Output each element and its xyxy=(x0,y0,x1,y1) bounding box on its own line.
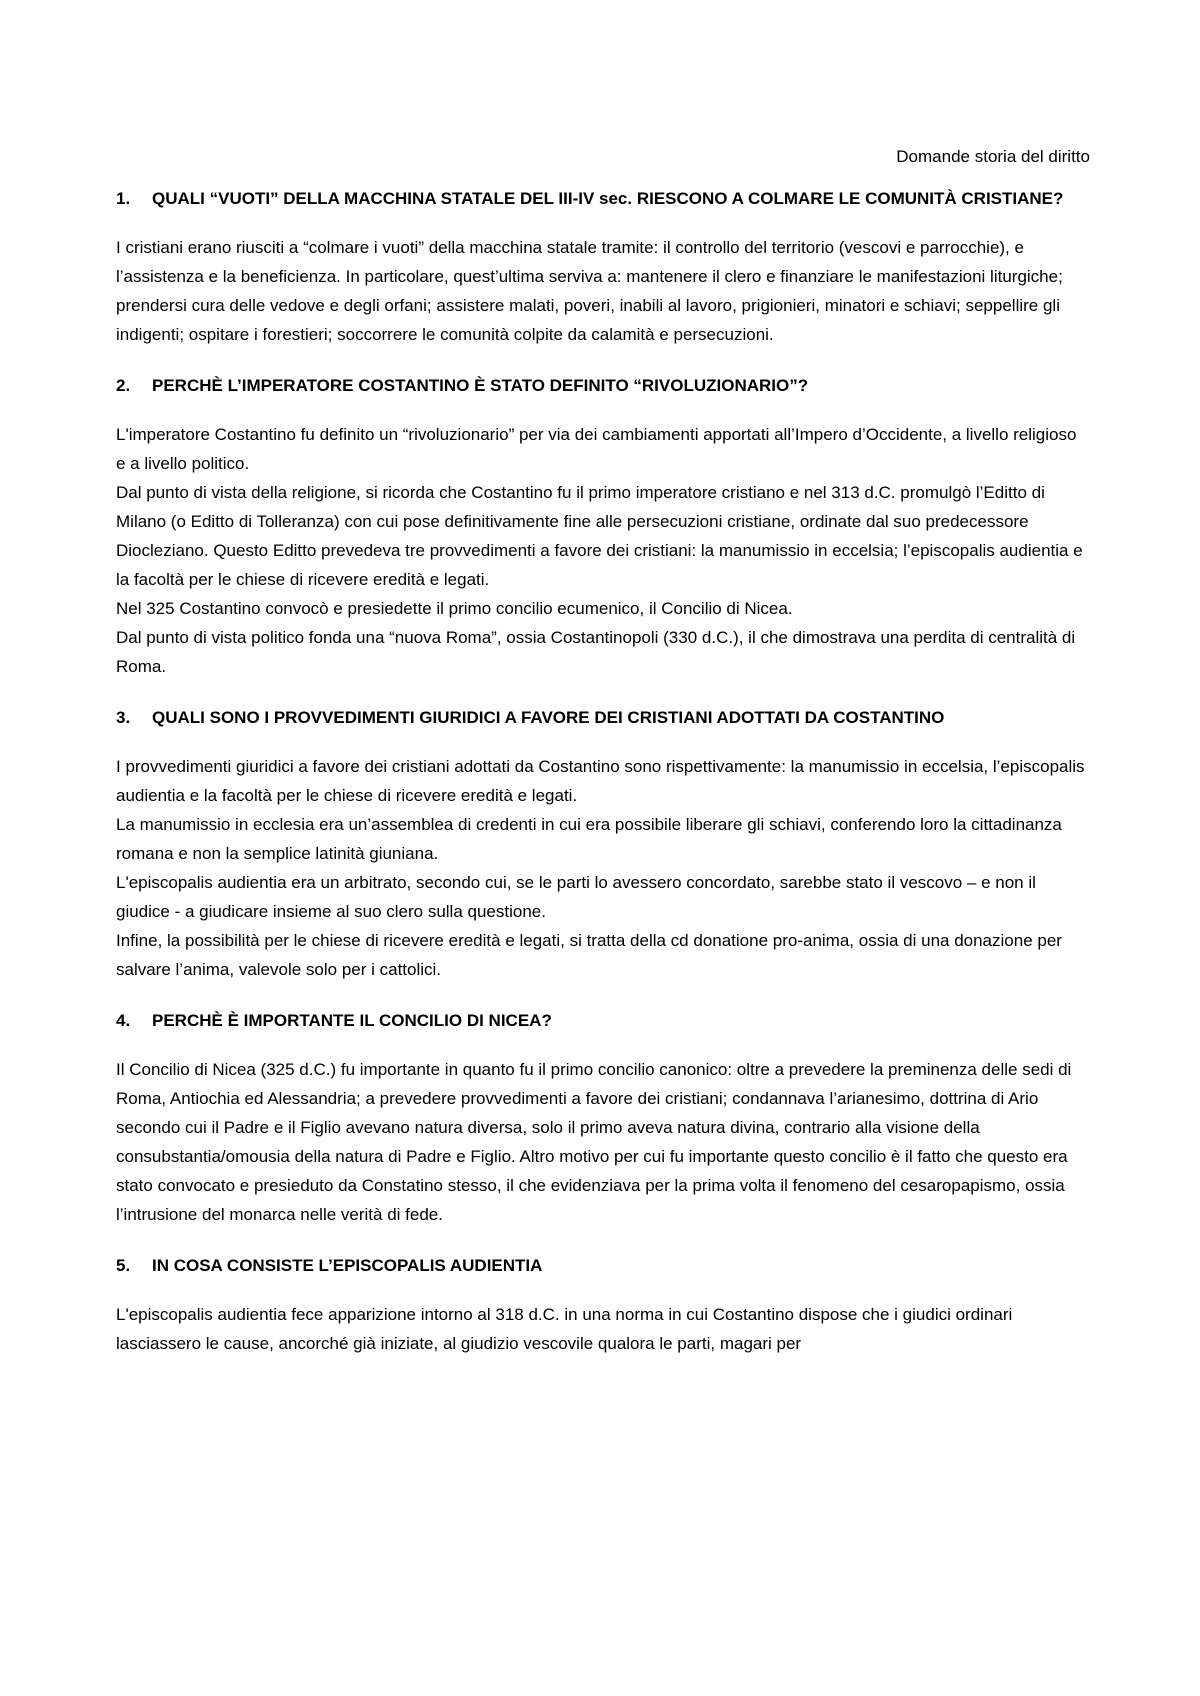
answer-paragraph: L'imperatore Costantino fu definito un “rivoluzionario” per via dei cambiamenti apportati all’Impero d’Occidente, a livello religioso e a livello politico. xyxy=(116,425,1077,473)
answer xyxy=(116,1300,1090,1358)
answer-paragraph: La manumissio in ecclesia era un’assemblea di credenti in cui era possibile liberare gli schiavi, conferendo loro la cittadinanza romana e non la semplice latinità giuniana. xyxy=(116,815,1062,863)
question-heading xyxy=(116,1251,1090,1280)
question-number: 1. xyxy=(116,189,131,208)
answer-paragraph: L'episcopalis audientia era un arbitrato, secondo cui, se le parti lo avessero concordato, sarebbe stato il vescovo – e non il giudice - a giudicare insieme al suo clero sulla questione. xyxy=(116,873,1036,921)
answer xyxy=(116,233,1090,349)
question-number: 5. xyxy=(116,1256,131,1275)
document-body xyxy=(116,184,1090,1358)
answer xyxy=(116,420,1090,681)
question-text: PERCHÈ È IMPORTANTE IL CONCILIO DI NICEA? xyxy=(152,1011,552,1030)
answer-paragraph: Infine, la possibilità per le chiese di ricevere eredità e legati, si tratta della cd donatione pro-anima, ossia di una donazione per salvare l’anima, valevole solo per i cattolici. xyxy=(116,931,1062,979)
question-text: PERCHÈ L’IMPERATORE COSTANTINO È STATO DEFINITO “RIVOLUZIONARIO”? xyxy=(152,376,809,395)
section-2 xyxy=(116,371,1090,681)
question-heading xyxy=(116,703,1090,732)
answer-paragraph: I provvedimenti giuridici a favore dei cristiani adottati da Costantino sono rispettivamente: la manumissio in eccelsia, l’episcopalis audientia e la facoltà per le chiese di ricevere eredità e legati. xyxy=(116,757,1085,805)
answer-paragraph: Dal punto di vista politico fonda una “nuova Roma”, ossia Costantinopoli (330 d.C.), il che dimostrava una perdita di centralità di Roma. xyxy=(116,628,1076,676)
question-heading xyxy=(116,1006,1090,1035)
answer-paragraph: I cristiani erano riusciti a “colmare i vuoti” della macchina statale tramite: il controllo del territorio (vescovi e parrocchie), e l’assistenza e la beneficienza. In particolare, quest’ultima serviva a: mantenere il clero e finanziare le manifestazioni liturgiche; prendersi cura delle vedove e degli orfani; assistere malati, poveri, inabili al lavoro, prigionieri, minatori e schiavi; seppellire gli indigenti; ospitare i forestieri; soccorrere le comunità colpite da calamità e persecuzioni. xyxy=(116,238,1063,344)
question-heading xyxy=(116,184,1090,213)
question-text: QUALI SONO I PROVVEDIMENTI GIURIDICI A FAVORE DEI CRISTIANI ADOTTATI DA COSTANTINO xyxy=(152,708,945,727)
section-4 xyxy=(116,1006,1090,1229)
document-title: Domande storia del diritto xyxy=(896,147,1090,166)
answer-paragraph: L'episcopalis audientia fece apparizione intorno al 318 d.C. in una norma in cui Costantino dispose che i giudici ordinari lasciassero le cause, ancorché già iniziate, al giudizio vescovile qualora le parti, magari per xyxy=(116,1305,1013,1353)
question-number: 2. xyxy=(116,376,131,395)
section-3 xyxy=(116,703,1090,984)
answer-paragraph: Il Concilio di Nicea (325 d.C.) fu importante in quanto fu il primo concilio canonico: oltre a prevedere la preminenza delle sedi di Roma, Antiochia ed Alessandria; a prevedere provvedimenti a favore dei cristiani; condannava l’arianesimo, dottrina di Ario secondo cui il Padre e il Figlio avevano natura diversa, solo il primo aveva natura divina, contrario alla visione della consubstantia/omousia della natura di Padre e Figlio. Altro motivo per cui fu importante questo concilio è il fatto che questo era stato convocato e presieduto da Constatino stesso, il che evidenziava per la prima volta il fenomeno del cesaropapismo, ossia l’intrusione del monarca nelle verità di fede. xyxy=(116,1060,1072,1224)
answer xyxy=(116,1055,1090,1229)
answer-paragraph: Nel 325 Costantino convocò e presiedette il primo concilio ecumenico, il Concilio di Nicea. xyxy=(116,599,793,618)
section-1 xyxy=(116,184,1090,349)
answer-paragraph: Dal punto di vista della religione, si ricorda che Costantino fu il primo imperatore cristiano e nel 313 d.C. promulgò l’Editto di Milano (o Editto di Tolleranza) con cui pose definitivamente fine alle persecuzioni cristiane, ordinate dal suo predecessore Diocleziano. Questo Editto prevedeva tre provvedimenti a favore dei cristiani: la manumissio in eccelsia; l’episcopalis audientia e la facoltà per le chiese di ricevere eredità e legati. xyxy=(116,483,1083,589)
question-text: QUALI “VUOTI” DELLA MACCHINA STATALE DEL III-IV sec. RIESCONO A COLMARE LE COMUNITÀ CRISTIANE? xyxy=(152,189,1064,208)
question-heading xyxy=(116,371,1090,400)
question-number: 4. xyxy=(116,1011,131,1030)
question-text: IN COSA CONSISTE L’EPISCOPALIS AUDIENTIA xyxy=(152,1256,543,1275)
question-number: 3. xyxy=(116,708,131,727)
section-5 xyxy=(116,1251,1090,1358)
answer xyxy=(116,752,1090,984)
